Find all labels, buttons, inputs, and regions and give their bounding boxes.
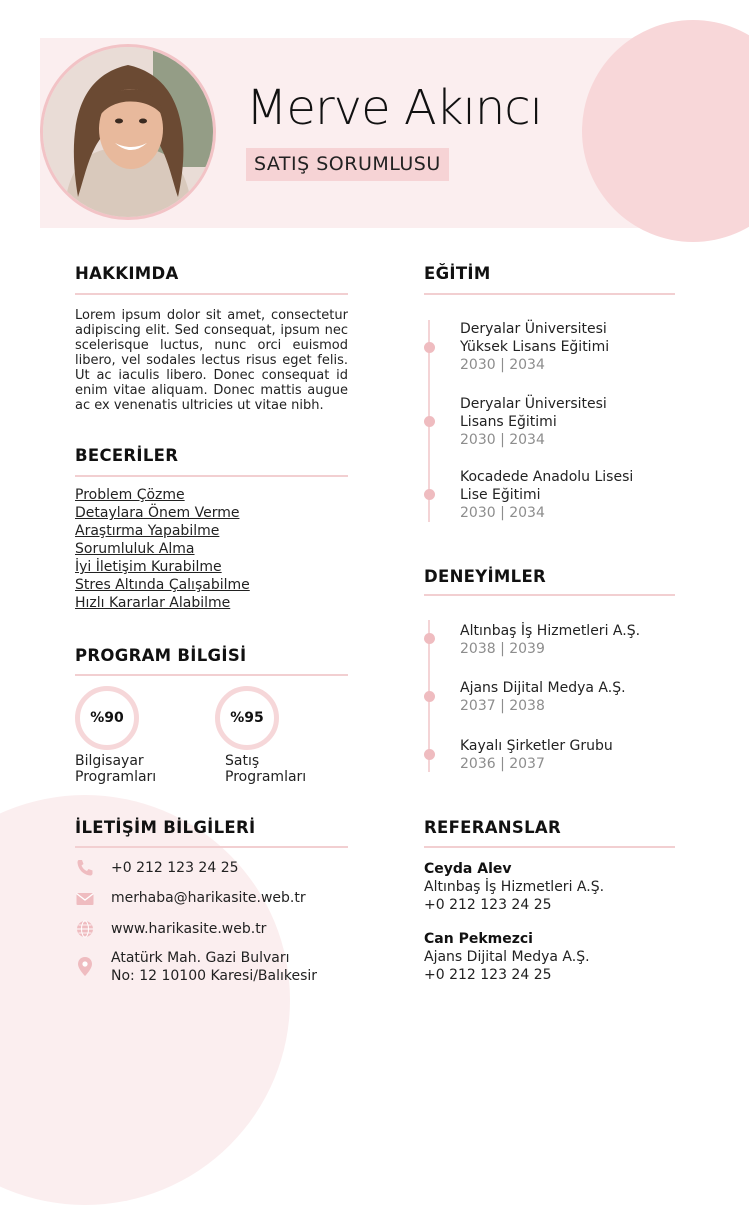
timeline-dot — [424, 633, 435, 644]
program-label-line: Programları — [225, 769, 307, 785]
globe-icon — [75, 919, 95, 939]
timeline-dot — [424, 749, 435, 760]
education-heading: EĞİTİM — [424, 264, 491, 283]
skill-item[interactable]: Hızlı Kararlar Alabilme — [75, 595, 231, 611]
skills-heading: BECERİLER — [75, 446, 179, 465]
portrait-image — [43, 47, 213, 217]
experience-item — [460, 737, 613, 773]
experience-divider — [424, 594, 675, 596]
about-divider — [75, 293, 348, 295]
skills-divider — [75, 475, 348, 477]
experience-company: Kayalı Şirketler Grubu — [460, 738, 613, 754]
reference-phone[interactable]: +0 212 123 24 25 — [424, 897, 552, 913]
contact-divider — [75, 846, 348, 848]
programs-heading: PROGRAM BİLGİSİ — [75, 646, 247, 665]
job-title-badge: SATIŞ SORUMLUSU — [246, 148, 449, 181]
reference-name: Can Pekmezci — [424, 931, 533, 947]
education-school: Kocadede Anadolu Lisesi — [460, 469, 634, 485]
person-name: Merve Akıncı — [246, 80, 542, 136]
education-degree: Yüksek Lisans Eğitimi — [460, 339, 610, 355]
education-school: Deryalar Üniversitesi — [460, 321, 607, 337]
education-item — [460, 320, 609, 374]
skill-item[interactable]: İyi İletişim Kurabilme — [75, 559, 222, 575]
envelope-icon — [75, 889, 95, 909]
address-line: No: 12 10100 Karesi/Balıkesir — [111, 968, 318, 984]
education-years: 2030 | 2034 — [460, 357, 545, 373]
education-item — [460, 395, 607, 449]
experience-years: 2036 | 2037 — [460, 756, 545, 772]
education-years: 2030 | 2034 — [460, 505, 545, 521]
education-years: 2030 | 2034 — [460, 432, 545, 448]
program-progress-ring: %90 — [75, 686, 139, 750]
experience-company: Altınbaş İş Hizmetleri A.Ş. — [460, 623, 641, 639]
skill-item[interactable]: Detaylara Önem Verme — [75, 505, 240, 521]
program-label-line: Bilgisayar — [75, 753, 144, 769]
reference-item — [424, 930, 590, 984]
references-divider — [424, 846, 675, 848]
skills-list — [75, 486, 250, 612]
about-heading: HAKKIMDA — [75, 264, 179, 283]
about-text: Lorem ipsum dolor sit amet, consectetur adipiscing elit. Sed consequat, ipsum nec scelerisque luctus, nunc orci euismod libero, vel sodales lectus risus eget felis. Ut ac iaculis libero. Donec consequat id enim vitae aliquam. Donec mattis augue ac ex venenatis ultricies ut vitae nibh. — [75, 308, 348, 413]
education-divider — [424, 293, 675, 295]
education-degree: Lisans Eğitimi — [460, 414, 557, 430]
skill-item[interactable]: Sorumluluk Alma — [75, 541, 195, 557]
timeline-dot — [424, 489, 435, 500]
experience-item — [460, 679, 626, 715]
reference-company: Ajans Dijital Medya A.Ş. — [424, 949, 590, 965]
program-label-line: Programları — [75, 769, 157, 785]
timeline-dot — [424, 342, 435, 353]
contact-address — [111, 949, 317, 985]
education-school: Deryalar Üniversitesi — [460, 396, 607, 412]
skill-item[interactable]: Problem Çözme — [75, 487, 185, 503]
education-item — [460, 468, 633, 522]
timeline-dot — [424, 691, 435, 702]
programs-divider — [75, 674, 348, 676]
reference-phone[interactable]: +0 212 123 24 25 — [424, 967, 552, 983]
education-degree: Lise Eğitimi — [460, 487, 541, 503]
decorative-circle-bottom-left — [0, 795, 290, 1205]
contact-email[interactable]: merhaba@harikasite.web.tr — [111, 890, 306, 906]
skill-item[interactable]: Araştırma Yapabilme — [75, 523, 220, 539]
contact-heading: İLETİŞİM BİLGİLERİ — [75, 818, 256, 837]
experience-years: 2038 | 2039 — [460, 641, 545, 657]
contact-phone[interactable]: +0 212 123 24 25 — [111, 860, 239, 876]
timeline-dot — [424, 416, 435, 427]
phone-icon — [75, 858, 95, 878]
profile-photo — [40, 44, 216, 220]
experience-item — [460, 622, 640, 658]
experience-company: Ajans Dijital Medya A.Ş. — [460, 680, 626, 696]
references-heading: REFERANSLAR — [424, 818, 561, 837]
address-line: Atatürk Mah. Gazi Bulvarı — [111, 950, 290, 966]
skill-item[interactable]: Stres Altında Çalışabilme — [75, 577, 250, 593]
reference-name: Ceyda Alev — [424, 861, 512, 877]
reference-company: Altınbaş İş Hizmetleri A.Ş. — [424, 879, 605, 895]
location-pin-icon — [75, 956, 95, 976]
program-label — [75, 753, 156, 785]
reference-item — [424, 860, 604, 914]
experience-years: 2037 | 2038 — [460, 698, 545, 714]
program-label — [225, 753, 306, 785]
contact-website[interactable]: www.harikasite.web.tr — [111, 921, 267, 937]
program-label-line: Satış — [225, 753, 260, 769]
experience-heading: DENEYİMLER — [424, 567, 547, 586]
program-progress-ring: %95 — [215, 686, 279, 750]
